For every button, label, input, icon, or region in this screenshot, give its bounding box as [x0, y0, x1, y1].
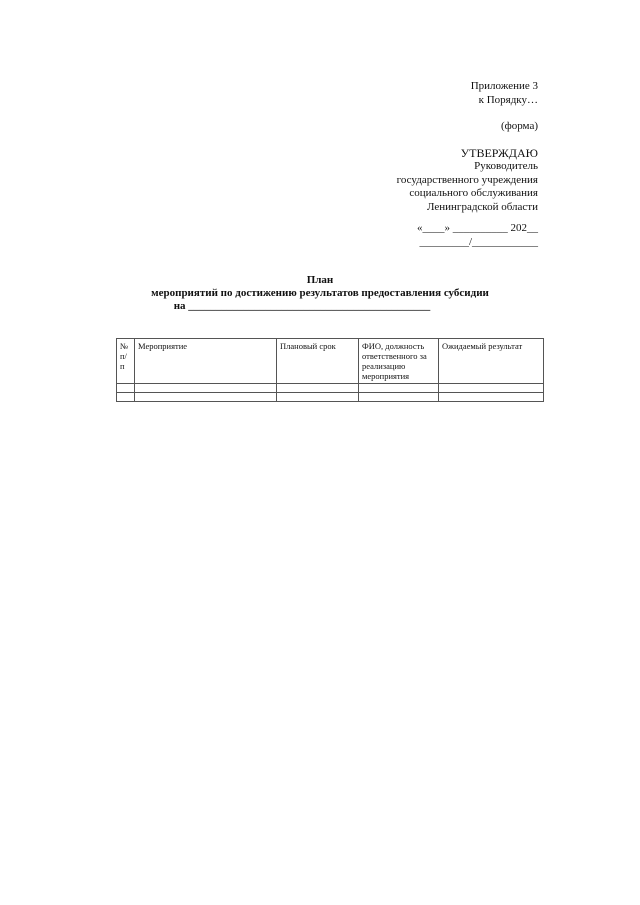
- approver-line-2: государственного учреждения: [396, 173, 538, 186]
- appendix-line-1: Приложение 3: [470, 80, 538, 92]
- signature-block: [417, 222, 538, 249]
- appendix-line-2: к Порядку…: [478, 93, 538, 106]
- table-cell: [439, 384, 544, 393]
- plan-table: [116, 338, 544, 402]
- table-cell: [359, 393, 439, 402]
- table-cell: [359, 384, 439, 393]
- table-cell: [135, 393, 277, 402]
- header-deadline: Плановый срок: [277, 339, 359, 384]
- form-label: (форма): [500, 120, 538, 132]
- approver-line-1: Руководитель: [474, 160, 538, 172]
- table-row: [117, 393, 544, 402]
- title-line-3: на ____________________________________________: [173, 300, 431, 312]
- header-number: № п/п: [117, 339, 135, 384]
- table-cell: [277, 384, 359, 393]
- title-line-2: мероприятий по достижению результатов предоставления субсидии: [151, 287, 489, 299]
- table-cell: [135, 384, 277, 393]
- appendix-reference: [471, 80, 538, 107]
- header-activity: Мероприятие: [135, 339, 277, 384]
- table-row: [117, 384, 544, 393]
- approver-line-3: социального обслуживания: [409, 187, 538, 199]
- header-responsible: ФИО, должность ответственного за реализацию мероприятия: [359, 339, 439, 384]
- header-expected-result: Ожидаемый результат: [439, 339, 544, 384]
- signature-line: _________/____________: [419, 235, 538, 248]
- table-cell: [117, 393, 135, 402]
- table-cell: [277, 393, 359, 402]
- document-title: [0, 274, 640, 313]
- table-header-row: [117, 339, 544, 384]
- table-cell: [439, 393, 544, 402]
- approver-line-4: Ленинградской области: [427, 200, 538, 213]
- approval-block: [397, 146, 538, 214]
- date-line: «____» __________ 202__: [417, 222, 538, 234]
- table-cell: [117, 384, 135, 393]
- approve-title: УТВЕРЖДАЮ: [460, 146, 538, 160]
- title-line-1: План: [306, 274, 334, 286]
